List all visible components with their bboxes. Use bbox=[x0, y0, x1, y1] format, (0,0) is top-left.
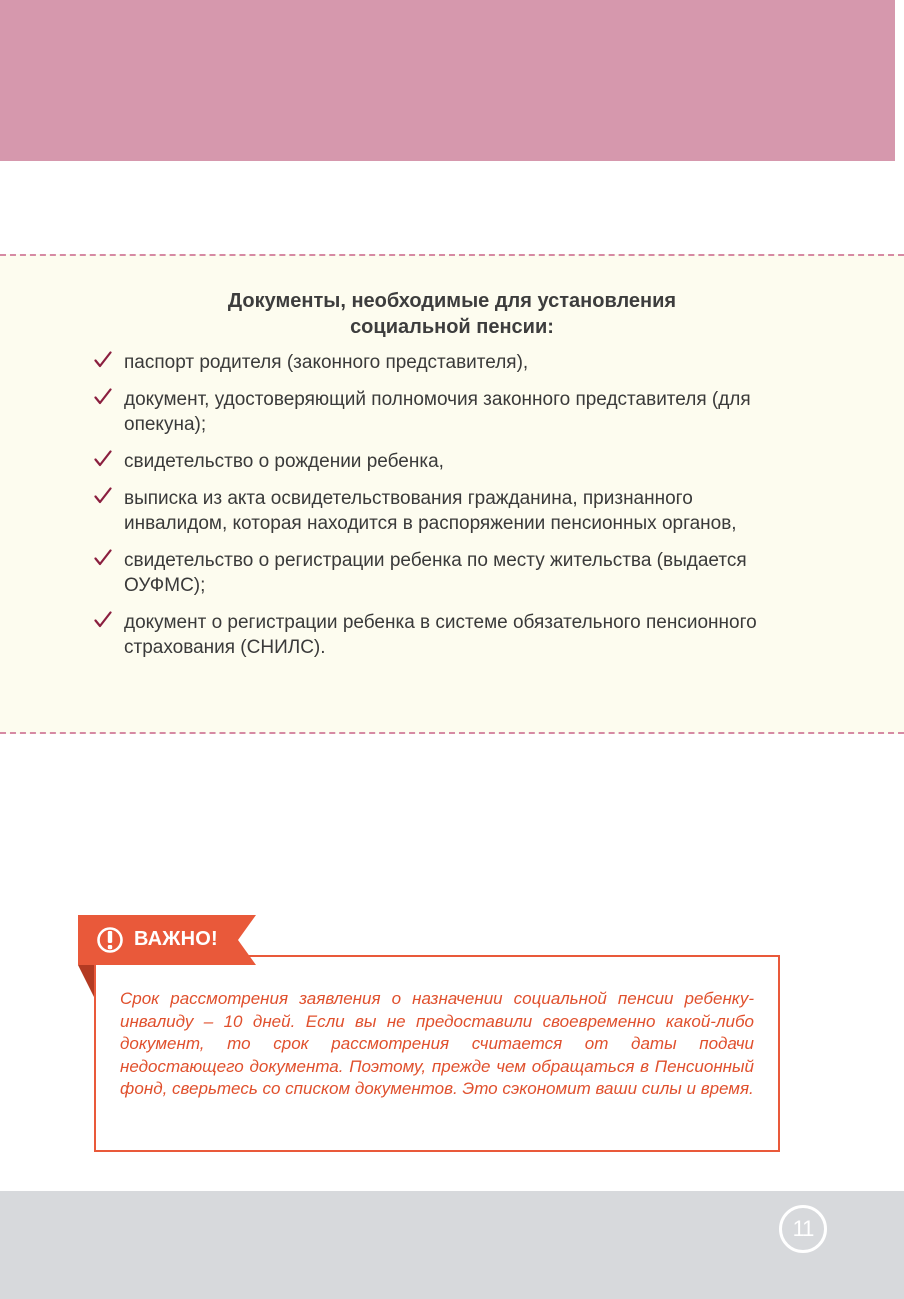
list-item-text: документ, удостоверяющий полномочия законного представителя (для опекуна); bbox=[124, 389, 751, 435]
list-item-text: документ о регистрации ребенка в системе обязательного пенсионного страхования (СНИЛС). bbox=[124, 612, 757, 658]
documents-title-line2: социальной пенсии: bbox=[350, 316, 554, 338]
page-number: 11 bbox=[779, 1205, 827, 1253]
list-item-text: свидетельство о регистрации ребенка по месту жительства (выдается ОУФМС); bbox=[124, 550, 747, 596]
list-item bbox=[94, 610, 774, 660]
list-item-text: выписка из акта освидетельствования гражданина, признанного инвалидом, которая находится в распоряжении пенсионных органов, bbox=[124, 488, 737, 534]
footer-bar bbox=[0, 1191, 904, 1299]
list-item bbox=[94, 548, 774, 598]
documents-title-line1: Документы, необходимые для установления bbox=[227, 290, 677, 312]
top-banner bbox=[0, 0, 895, 161]
checkmark-icon bbox=[94, 487, 112, 505]
list-item-text: паспорт родителя (законного представителя), bbox=[124, 352, 529, 373]
list-item bbox=[94, 350, 774, 375]
checkmark-icon bbox=[94, 549, 112, 567]
documents-section bbox=[0, 254, 904, 734]
checkmark-icon bbox=[94, 450, 112, 468]
important-callout bbox=[78, 915, 780, 1155]
documents-list bbox=[94, 350, 774, 672]
list-item-text: свидетельство о рождении ребенка, bbox=[124, 451, 444, 472]
list-item bbox=[94, 387, 774, 437]
important-label: ВАЖНО! bbox=[134, 928, 218, 950]
checkmark-icon bbox=[94, 388, 112, 406]
list-item bbox=[94, 486, 774, 536]
important-text: Срок рассмотрения заявления о назначении социальной пенсии ребенку-инвалиду – 10 дней. Если вы не предоставили своевременно какой-либо документ, то срок рассмотрения считается от даты подачи недостающего документа. Поэтому, прежде чем обращаться в Пенсионный фонд, сверьтесь со списком документов. Это сэкономит ваши силы и время. bbox=[120, 989, 754, 1098]
list-item bbox=[94, 449, 774, 474]
documents-title bbox=[0, 288, 904, 340]
checkmark-icon bbox=[94, 351, 112, 369]
checkmark-icon bbox=[94, 611, 112, 629]
